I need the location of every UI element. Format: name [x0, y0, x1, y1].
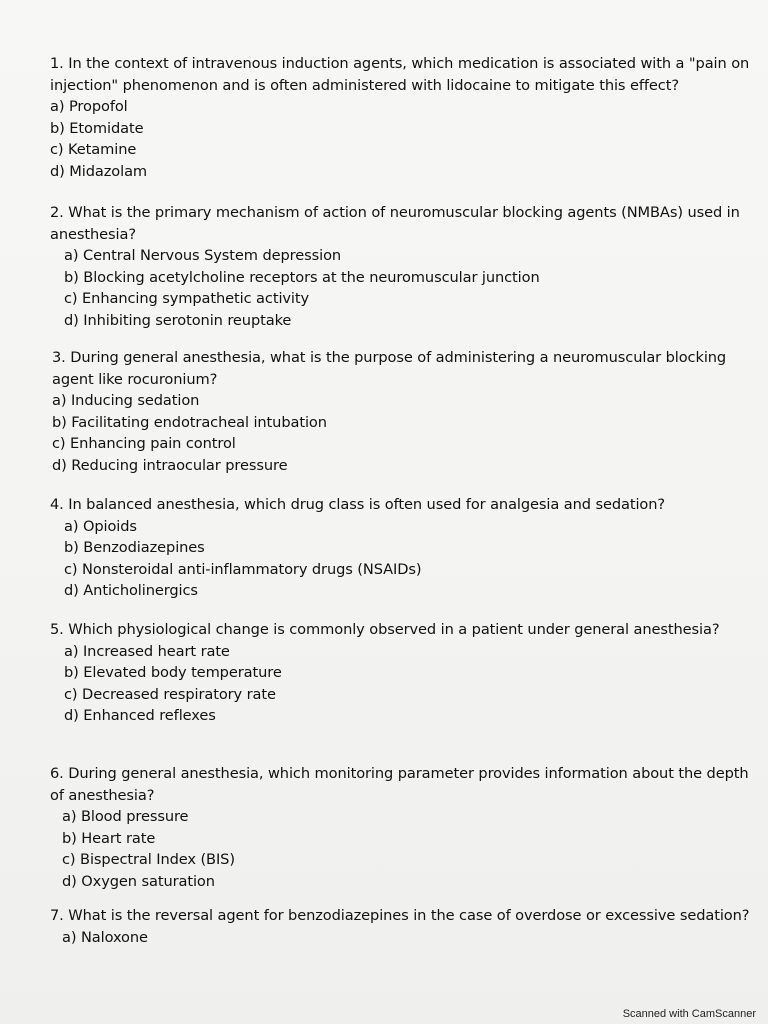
option-c: c) Enhancing sympathetic activity: [64, 290, 310, 307]
option-c: c) Decreased respiratory rate: [64, 685, 276, 703]
option-c: c) Enhancing pain control: [52, 435, 236, 452]
options-list: [50, 245, 765, 331]
question-1: [50, 53, 755, 182]
option-a: a) Opioids: [64, 517, 137, 535]
option-a: a) Increased heart rate: [64, 642, 230, 660]
option-d: d) Reducing intraocular pressure: [52, 456, 288, 474]
option-a: a) Inducing sedation: [52, 392, 200, 409]
question-stem: 2. What is the primary mechanism of action of neuromuscular blocking agents (NMBAs) used in anesthesia?: [50, 204, 740, 243]
option-c: c) Nonsteroidal anti-inflammatory drugs (NSAIDs): [64, 560, 422, 578]
question-6: [50, 763, 755, 892]
option-d: d) Inhibiting serotonin reuptake: [64, 311, 292, 329]
option-b: b) Etomidate: [50, 119, 144, 137]
question-stem: 4. In balanced anesthesia, which drug class is often used for analgesia and sedation?: [50, 496, 666, 513]
question-3: [52, 347, 762, 476]
question-stem: 5. Which physiological change is commonly observed in a patient under general anesthesia?: [50, 621, 720, 638]
options-list: [50, 806, 755, 892]
option-b: b) Elevated body temperature: [64, 664, 282, 681]
option-c: c) Ketamine: [50, 141, 137, 158]
options-list: [50, 641, 755, 727]
option-d: d) Oxygen saturation: [62, 872, 215, 890]
question-stem: 1. In the context of intravenous induction agents, which medication is associated with a "pain on injection" phenomenon and is often administered with lidocaine to mitigate this effect?: [50, 55, 750, 94]
question-stem: 3. During general anesthesia, what is the purpose of administering a neuromuscular blocking agent like rocuronium?: [52, 349, 727, 388]
option-c: c) Bispectral Index (BIS): [62, 851, 235, 868]
option-b: b) Facilitating endotracheal intubation: [52, 413, 327, 431]
option-b: b) Benzodiazepines: [64, 539, 205, 556]
option-b: b) Heart rate: [62, 829, 156, 847]
question-stem: 6. During general anesthesia, which monitoring parameter provides information about the depth of anesthesia?: [50, 765, 749, 804]
option-b: b) Blocking acetylcholine receptors at the neuromuscular junction: [64, 268, 540, 286]
option-a: a) Naloxone: [62, 928, 148, 946]
options-list: [50, 96, 755, 182]
option-a: a) Propofol: [50, 98, 128, 115]
option-d: d) Enhanced reflexes: [64, 707, 216, 724]
options-list: [50, 516, 755, 602]
option-d: d) Midazolam: [50, 162, 148, 180]
options-list: [50, 927, 765, 949]
option-a: a) Central Nervous System depression: [64, 247, 342, 264]
question-2: [50, 202, 765, 331]
options-list: [52, 390, 762, 476]
scanner-watermark: Scanned with CamScanner: [622, 1008, 756, 1020]
question-stem: 7. What is the reversal agent for benzodiazepines in the case of overdose or excessive sedation?: [50, 907, 750, 924]
option-d: d) Anticholinergics: [64, 582, 198, 599]
question-7: [50, 905, 765, 948]
option-a: a) Blood pressure: [62, 808, 189, 825]
question-4: [50, 494, 755, 602]
question-5: [50, 619, 755, 727]
